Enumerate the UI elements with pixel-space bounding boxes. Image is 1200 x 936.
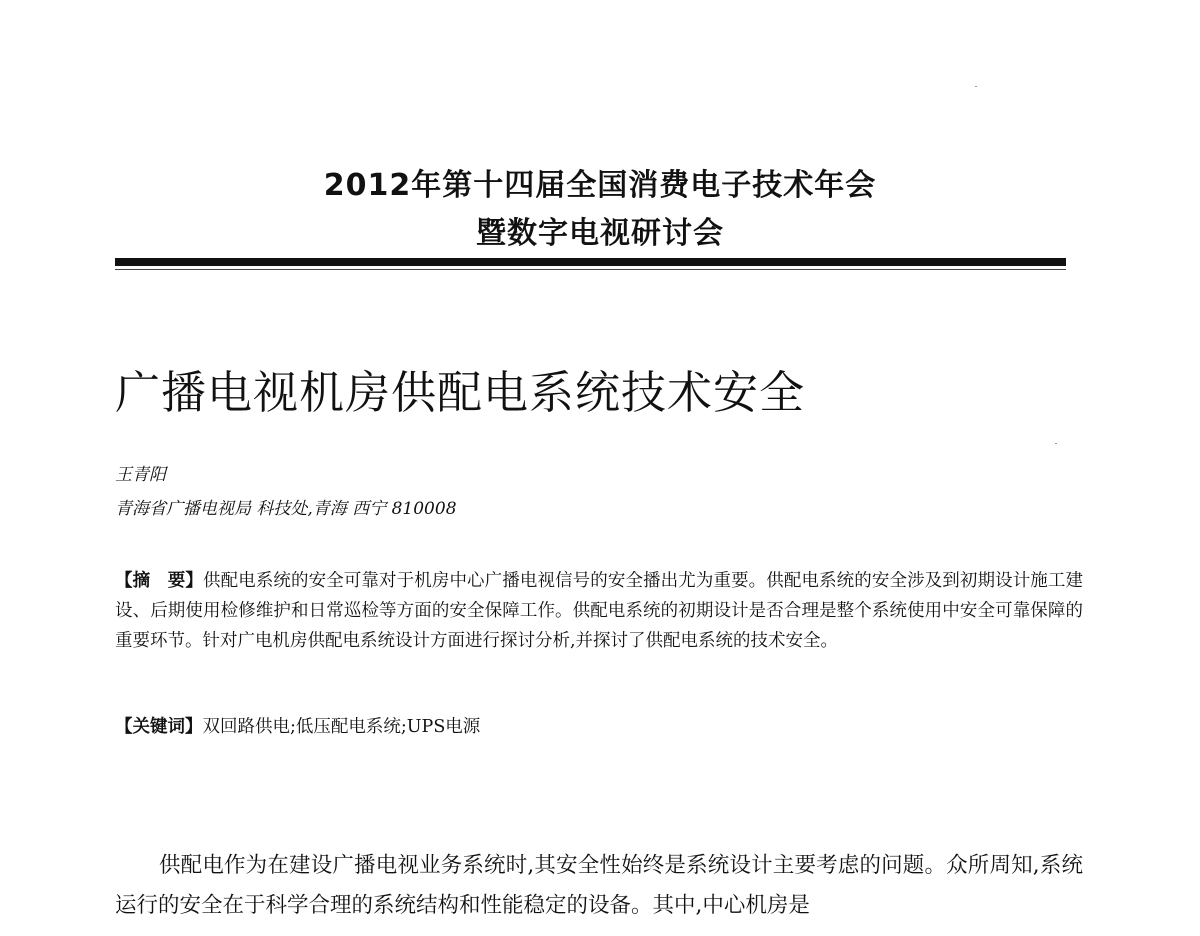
keywords-text: 双回路供电;低压配电系统;UPS电源 — [202, 717, 481, 737]
author-affiliation: 青海省广播电视局 科技处,青海 西宁 810008 — [115, 499, 457, 519]
keywords-block — [115, 712, 480, 742]
abstract-text: 供配电系统的安全可靠对于机房中心广播电视信号的安全播出尤为重要。供配电系统的安全涉及到初期设计施工建设、后期使用检修维护和日常巡检等方面的安全保障工作。供配电系统的初期设计是否合理是整个系统使用中安全可靠保障的重要环节。针对广电机房供配电系统设计方面进行探讨分析,并探讨了供配电系统的技术安全。 — [115, 571, 1084, 651]
author-name: 王青阳 — [115, 465, 166, 485]
scan-speck — [975, 86, 977, 87]
header-rule-thin — [115, 269, 1066, 270]
conference-header-line2: 暨数字电视研讨会 — [476, 216, 724, 251]
scan-speck — [1055, 443, 1057, 444]
abstract-block — [115, 566, 1083, 656]
header-rule-thick — [115, 258, 1066, 266]
body-paragraph: 供配电作为在建设广播电视业务系统时,其安全性始终是系统设计主要考虑的问题。众所周知,系统运行的安全在于科学合理的系统结构和性能稳定的设备。其中,中心机房是 — [115, 853, 1083, 918]
abstract-label: 【摘 要】 — [115, 571, 204, 591]
paper-title: 广播电视机房供配电系统技术安全 — [115, 366, 806, 419]
conference-header-line1: 2012年第十四届全国消费电子技术年会 — [323, 168, 877, 203]
keywords-label: 【关键词】 — [115, 717, 203, 737]
